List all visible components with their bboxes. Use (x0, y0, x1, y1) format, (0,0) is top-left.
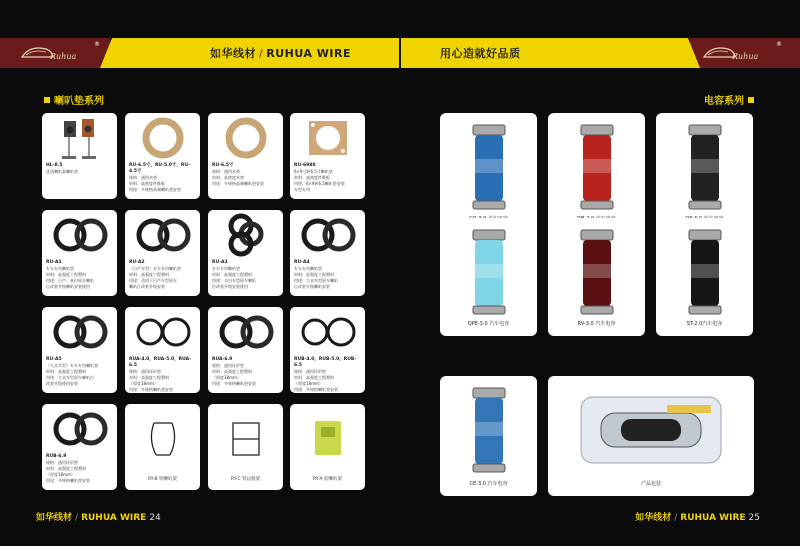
spec-line: 规格：通用木垫 (212, 169, 240, 174)
spec-line: 材料：高强度工程塑料 (46, 272, 86, 277)
packaging-card (548, 376, 754, 496)
spec-line: 材料：高密度木垫 (212, 175, 244, 180)
spec-line: 材料：高强度工程塑料 (212, 272, 252, 277)
product-image (290, 307, 365, 357)
product-card (290, 210, 365, 296)
product-spec (129, 163, 197, 193)
product-card (42, 404, 117, 490)
product-model: RUB-6.9 (46, 454, 67, 459)
spec-line: 规格：通用环形垫 (129, 369, 161, 374)
spec-line: 材料：高密度纤维板 (129, 181, 165, 186)
capacitor-caption: ST-2.0汽车电容 (686, 321, 723, 327)
header-brand-title: 如华线材 / RUHUA WIRE (210, 47, 351, 60)
spec-line: 用途：多规格喇叭垫安装 (294, 387, 338, 392)
capacitor-card (440, 376, 537, 496)
product-image (290, 210, 365, 260)
spec-line: 材料：高强度工程塑料 (294, 272, 334, 277)
product-card (125, 210, 200, 296)
spec-line: 喇叭位改装升级安装 (129, 284, 165, 289)
product-card (125, 404, 200, 490)
spec-line: 用途：大众车型原车喇叭 (294, 278, 338, 283)
capacitor-caption: RV-3.0 汽车电容 (577, 321, 616, 327)
product-image (42, 404, 117, 454)
product-card (290, 404, 365, 490)
logo-text: Ruhua (50, 52, 77, 61)
product-image (42, 307, 117, 357)
product-card (290, 307, 365, 393)
product-model: RUB-4.0，RUB-5.0，RUB-6.5 (294, 357, 357, 368)
product-spec (46, 260, 114, 290)
product-image (42, 113, 117, 163)
square-bullet-icon (748, 97, 754, 103)
brand-cn: 如华线材 (210, 47, 256, 60)
capacitor-image (440, 380, 537, 480)
product-model: RU-A1 (46, 260, 62, 265)
product-caption: RY-A 胶喇叭架 (312, 477, 343, 482)
spec-line: 用途：多规格喇叭垫安装 (129, 387, 173, 392)
spec-line: 材料：高强度工程塑料 (294, 375, 334, 380)
product-image (208, 307, 283, 357)
product-model: RUA-6.9 (212, 357, 233, 362)
registered-mark: ® (776, 41, 782, 48)
capacitor-card (440, 113, 537, 231)
spec-line: 材料：高强度工程塑料 (46, 466, 86, 471)
product-model: RU-A5 (46, 357, 62, 362)
capacitor-card (656, 113, 753, 231)
logo-text: Ruhua (732, 52, 759, 61)
spec-line: （日产车型）专车专用喇叭垫 (129, 266, 181, 271)
capacitor-image (656, 117, 753, 217)
spec-line: 用途：适用于日产车型原车 (129, 278, 177, 283)
product-image (208, 210, 283, 260)
product-card (125, 113, 200, 199)
product-card (290, 113, 365, 199)
product-spec (294, 260, 362, 290)
product-spec (46, 163, 114, 175)
product-card (208, 113, 283, 199)
product-model: RU-6.5寸，RU-5.0寸，RU-4.5寸 (129, 163, 190, 174)
spec-line: （厚度18mm） (294, 381, 323, 386)
section-title-speaker-spacers: 喇叭垫系列 (40, 92, 104, 107)
capacitor-card (548, 218, 645, 336)
section-title-capacitors: 电容系列 (704, 92, 758, 107)
brand-logo-left (20, 41, 100, 65)
product-spec (294, 163, 362, 193)
product-model: RU-A3 (212, 260, 228, 265)
brand-logo-right (702, 41, 782, 65)
spec-line: 专车专用喇叭垫 (212, 266, 240, 271)
product-caption: RY-B 铁喇叭架 (147, 477, 178, 482)
spec-line: 用途：日产、本田原车喇叭 (46, 278, 94, 283)
spec-line: 规格：通用木垫 (129, 175, 157, 180)
spec-line: 材料：高强度工程塑料 (129, 375, 169, 380)
capacitor-image (656, 222, 753, 322)
spec-line: 材料：高强度工程塑料 (46, 369, 86, 374)
product-spec (46, 357, 114, 387)
product-card (208, 210, 283, 296)
product-card (208, 404, 283, 490)
product-model: RUA-4.0，RUA-5.0，RUA-6.5 (129, 357, 191, 368)
product-spec (129, 357, 197, 393)
capacitor-image (548, 222, 645, 322)
page-number: 24 (149, 513, 161, 523)
product-model: RU-A4 (294, 260, 310, 265)
product-model: RU-6980 (294, 163, 316, 168)
product-card (208, 307, 283, 393)
product-spec (46, 454, 114, 484)
spec-line: 规格：通用环形垫 (46, 460, 78, 465)
spec-line: 规格：通用环形垫 (294, 369, 326, 374)
product-image (125, 113, 200, 163)
capacitor-caption: CE-3.0 汽车电容 (469, 481, 508, 487)
capacitor-caption: 产品包装 (640, 481, 661, 487)
product-spec (212, 260, 280, 290)
spec-line: 改装升级使用安装 (46, 381, 78, 386)
registered-mark: ® (94, 41, 100, 48)
product-image (290, 113, 365, 163)
spec-line: 用途：多规格喇叭垫安装 (212, 381, 256, 386)
capacitor-caption: QPE-3.0 汽车电容 (467, 321, 510, 327)
capacitor-card (440, 218, 537, 336)
product-caption: RY-C 铁边框架 (230, 477, 261, 482)
spec-line: 6×9寸转6.5寸喇叭垫 (294, 169, 333, 174)
product-spec (212, 163, 280, 187)
spec-line: 用途：多规格高端喇叭垫安装 (129, 187, 181, 192)
capacitor-image (548, 117, 645, 217)
spec-line: 材料：高密度纤维板 (294, 175, 330, 180)
capacitor-card (548, 113, 645, 231)
product-image (42, 210, 117, 260)
spec-line: 专车专用喇叭垫 (46, 266, 74, 271)
spec-line: 车型专用 (294, 187, 310, 192)
spec-line: （厚度18mm） (129, 381, 158, 386)
product-spec (212, 357, 280, 387)
product-image (125, 210, 200, 260)
product-card (42, 113, 117, 199)
spec-line: 材料：高强度工程塑料 (129, 272, 169, 277)
spec-line: （厚度18mm） (46, 472, 75, 477)
spec-line: 优质喇叭架喇叭垫 (46, 169, 78, 174)
product-image (290, 404, 365, 474)
spec-line: 用途：丰田车型原车喇叭 (212, 278, 256, 283)
product-card (125, 307, 200, 393)
footer-left: 如华线材 / RUHUA WIRE 24 (36, 513, 161, 523)
product-model: RU-A2 (129, 260, 145, 265)
spec-line: 用途：多规格喇叭垫安装 (46, 478, 90, 483)
spec-line: 用途：多规格高端喇叭垫安装 (212, 181, 264, 186)
square-bullet-icon (44, 97, 50, 103)
capacitor-image (440, 117, 537, 217)
product-model: RU-6.5寸 (212, 163, 234, 168)
spec-line: 用途：6×9转6.5喇叭垫安装 (294, 181, 345, 186)
product-spec (294, 357, 362, 393)
packaging-image (548, 380, 754, 480)
header-band (0, 38, 800, 68)
product-image (125, 404, 200, 474)
capacitor-image (440, 222, 537, 322)
spec-line: 位改装升级安装使用 (212, 284, 248, 289)
car-logo-icon (20, 41, 54, 63)
spec-line: 用途：大众车型原车喇叭位 (46, 375, 94, 380)
spec-line: 材料：高强度工程塑料 (212, 369, 252, 374)
product-image (208, 113, 283, 163)
product-card (42, 210, 117, 296)
product-card (42, 307, 117, 393)
page-number: 25 (748, 513, 760, 523)
footer-right: 如华线材 / RUHUA WIRE 25 (635, 513, 760, 523)
spec-line: 位改装升级喇叭安装 (294, 284, 330, 289)
spec-line: 专车专用喇叭垫 (294, 266, 322, 271)
spec-line: （大众车型）专车专用喇叭垫 (46, 363, 98, 368)
page-spine (399, 38, 401, 68)
spec-line: 规格：通用环形垫 (212, 363, 244, 368)
spec-line: （厚度18mm） (212, 375, 241, 380)
product-image (125, 307, 200, 357)
header-slogan: 用心造就好品质 (440, 47, 521, 60)
spec-line: 位改装升级喇叭安装使用 (46, 284, 90, 289)
capacitor-card (656, 218, 753, 336)
brand-en: RUHUA WIRE (266, 47, 351, 60)
product-spec (129, 260, 197, 290)
product-image (208, 404, 283, 474)
car-logo-icon (702, 41, 736, 63)
product-model: HL-8.5 (46, 163, 63, 168)
